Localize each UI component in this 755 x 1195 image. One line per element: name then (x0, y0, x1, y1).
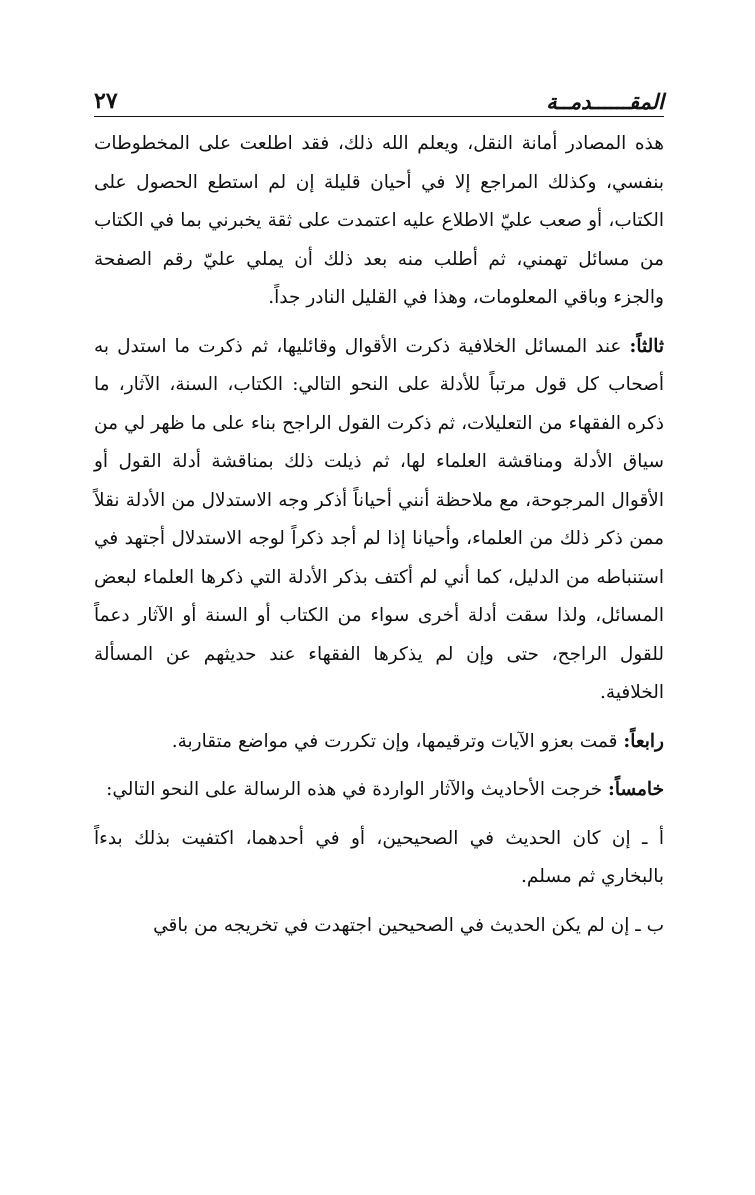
paragraph-item-a (94, 820, 664, 897)
running-title: المقــــــدمــة (546, 89, 664, 114)
running-header (94, 78, 664, 117)
body-text (94, 125, 664, 945)
paragraph-lead: خامساً: (608, 779, 664, 800)
paragraph-text: خرجت الأحاديث والآثار الواردة في هذه الرسالة على النحو التالي: (106, 779, 609, 800)
page-number: ٢٧ (94, 88, 118, 114)
paragraph-fourth (94, 723, 664, 762)
paragraph-text: هذه المصادر أمانة النقل، ويعلم الله ذلك، فقد اطلعت على المخطوطات بنفسي، وكذلك المراجع إلا في أحيان قليلة إن لم استطع الحصول على الكتاب، أو صعب عليّ الاطلاع عليه اعتمدت على ثقة يخبرني بما في الكتاب من مسائل تهمني، ثم أطلب منه بعد ذلك أن يملي عليّ رقم الصفحة والجزء وباقي المعلومات، وهذا في القليل النادر جداً. (94, 133, 664, 308)
paragraph-sources (94, 125, 664, 318)
paragraph-text: ب ـ إن لم يكن الحديث في الصحيحين اجتهدت في تخريجه من باقي (153, 914, 664, 936)
paragraph-lead: ثالثاً: (629, 335, 664, 357)
book-page (94, 78, 664, 945)
paragraph-lead: رابعاً: (623, 730, 664, 752)
paragraph-text: أ ـ إن كان الحديث في الصحيحين، أو في أحدهما، اكتفيت بذلك بدءاً بالبخاري ثم مسلم. (94, 827, 664, 887)
paragraph-item-b (94, 907, 664, 946)
paragraph-text: قمت بعزو الآيات وترقيمها، وإن تكررت في مواضع متقاربة. (171, 730, 624, 752)
paragraph-text: عند المسائل الخلافية ذكرت الأقوال وقائليها، ثم ذكرت ما استدل به أصحاب كل قول مرتباً للأدلة على النحو التالي: الكتاب، السنة، الآثار، ما ذكره الفقهاء من التعليلات، ثم ذكرت القول الراجح بناء على ما ظهر لي من سياق الأدلة ومناقشة العلماء لها، ثم ذيلت ذلك بمناقشة أدلة القول أو الأقوال المرجوحة، مع ملاحظة أنني أحياناً أذكر وجه الاستدلال من الأدلة نقلاً ممن ذكر ذلك من العلماء، وأحيانا إذا لم أجد ذكراً لوجه الاستدلال أجتهد في استنباطه من الدليل، كما أني لم أكتف بذكر الأدلة التي ذكرها العلماء لبعض المسائل، ولذا سقت أدلة أخرى سواء من الكتاب أو السنة أو الآثار دعماً للقول الراجح، حتى وإن لم يذكرها الفقهاء عند حديثهم عن المسألة الخلافية. (94, 335, 664, 703)
paragraph-fifth (94, 771, 664, 810)
paragraph-third (94, 328, 664, 713)
